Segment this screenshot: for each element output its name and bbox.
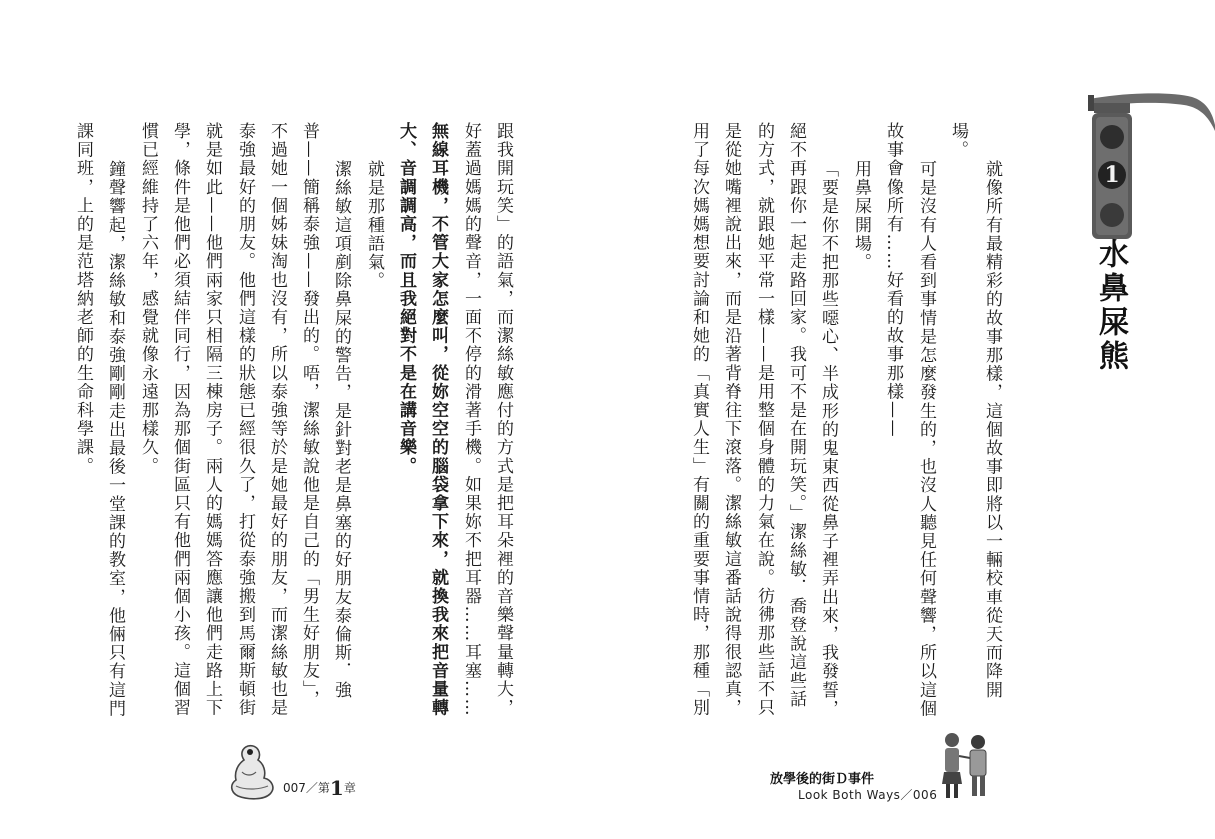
chapter-title: 水鼻屎熊 — [1093, 238, 1128, 374]
text-column: 大、音調調高，而且我絕對不是在講音樂。 — [396, 122, 416, 476]
kids-illustration-icon — [932, 730, 998, 802]
text-column: 潔絲敏這項剷除鼻屎的警告，是針對老是鼻塞的好朋友泰倫斯．強 — [331, 160, 351, 700]
text-column: 的方式，就跟她平常一樣——是用整個身體的力氣在說。彷彿那些話不只 — [754, 122, 774, 718]
text-column: 故事會像所有……好看的故事那樣—— — [883, 122, 903, 439]
text-column: 絕不再跟你一起走路回家。我可不是在開玩笑。」潔絲敏．喬登說這些話 — [786, 122, 806, 709]
text-column: 是從她嘴裡說出來，而是沿著背脊往下滾落。潔絲敏這番話說得很認真， — [721, 122, 741, 718]
text-column: 跟我開玩笑」的語氣，而潔絲敏應付的方式是把耳朵裡的音樂聲量轉大， — [493, 122, 513, 718]
traffic-light-icon — [1080, 85, 1215, 245]
text-column: 就像所有最精彩的故事那樣，這個故事即將以一輛校車從天而降開 — [982, 160, 1002, 700]
left-page-footer — [228, 742, 368, 802]
text-column: 課同班，上的是范塔納老師的生命科學課。 — [73, 122, 93, 476]
text-column: 「要是你不把那些噁心、半成形的鬼東西從鼻子裡弄出來，我發誓， — [818, 160, 838, 718]
chapter-number-footer: 1 — [329, 776, 344, 800]
text-column: 無線耳機，不管大家怎麼叫，從妳空空的腦袋拿下來，就換我來把音量轉 — [428, 122, 448, 718]
text-column: 場。 — [948, 122, 968, 160]
text-column: 泰強最好的朋友。他們這樣的狀態已經很久了，打從泰強搬到馬爾斯頓街 — [235, 122, 255, 718]
text-column: 不過她一個姊妹淘也沒有，所以泰強等於是她最好的朋友，而潔絲敏也是 — [267, 122, 287, 718]
text-column: 就是那種語氣。 — [364, 160, 384, 291]
book-subtitle-page: Look Both Ways／006 — [798, 788, 938, 802]
right-page-footer — [770, 730, 1000, 810]
text-column: 鐘聲響起，潔絲敏和泰強剛剛走出最後一堂課的教室，他倆只有這門 — [105, 160, 125, 718]
chapter-word: 章 — [343, 781, 356, 795]
page-number — [283, 776, 356, 800]
slime-mascot-icon — [228, 742, 278, 802]
text-column: 可是沒有人看到事情是怎麼發生的，也沒人聽見任何聲響，所以這個 — [916, 160, 936, 718]
text-column: 普——簡稱泰強——發出的。唔，潔絲敏說他是自己的「男生好朋友」， — [299, 122, 319, 709]
book-title: 放學後的街Ｄ事件 — [770, 772, 875, 787]
text-column: 用了每次媽媽想要討論和她的「真實人生」有關的重要事情時，那種「別 — [689, 122, 709, 718]
text-column: 好蓋過媽媽的聲音，一面不停的滑著手機。如果妳不把耳器……耳塞…… — [461, 122, 481, 718]
text-column: 就是如此——他們兩家只相隔三棟房子。兩人的媽媽答應讓他們走路上下 — [202, 122, 222, 718]
chapter-number: 1 — [1104, 162, 1120, 188]
page-number-text: 007／第 — [283, 781, 330, 795]
text-column: 學，條件是他們必須結伴同行，因為那個街區只有他們兩個小孩。這個習 — [170, 122, 190, 718]
text-column: 用鼻屎開場。 — [851, 160, 871, 272]
text-column: 慣已經維持了六年，感覺就像永遠那樣久。 — [138, 122, 158, 476]
